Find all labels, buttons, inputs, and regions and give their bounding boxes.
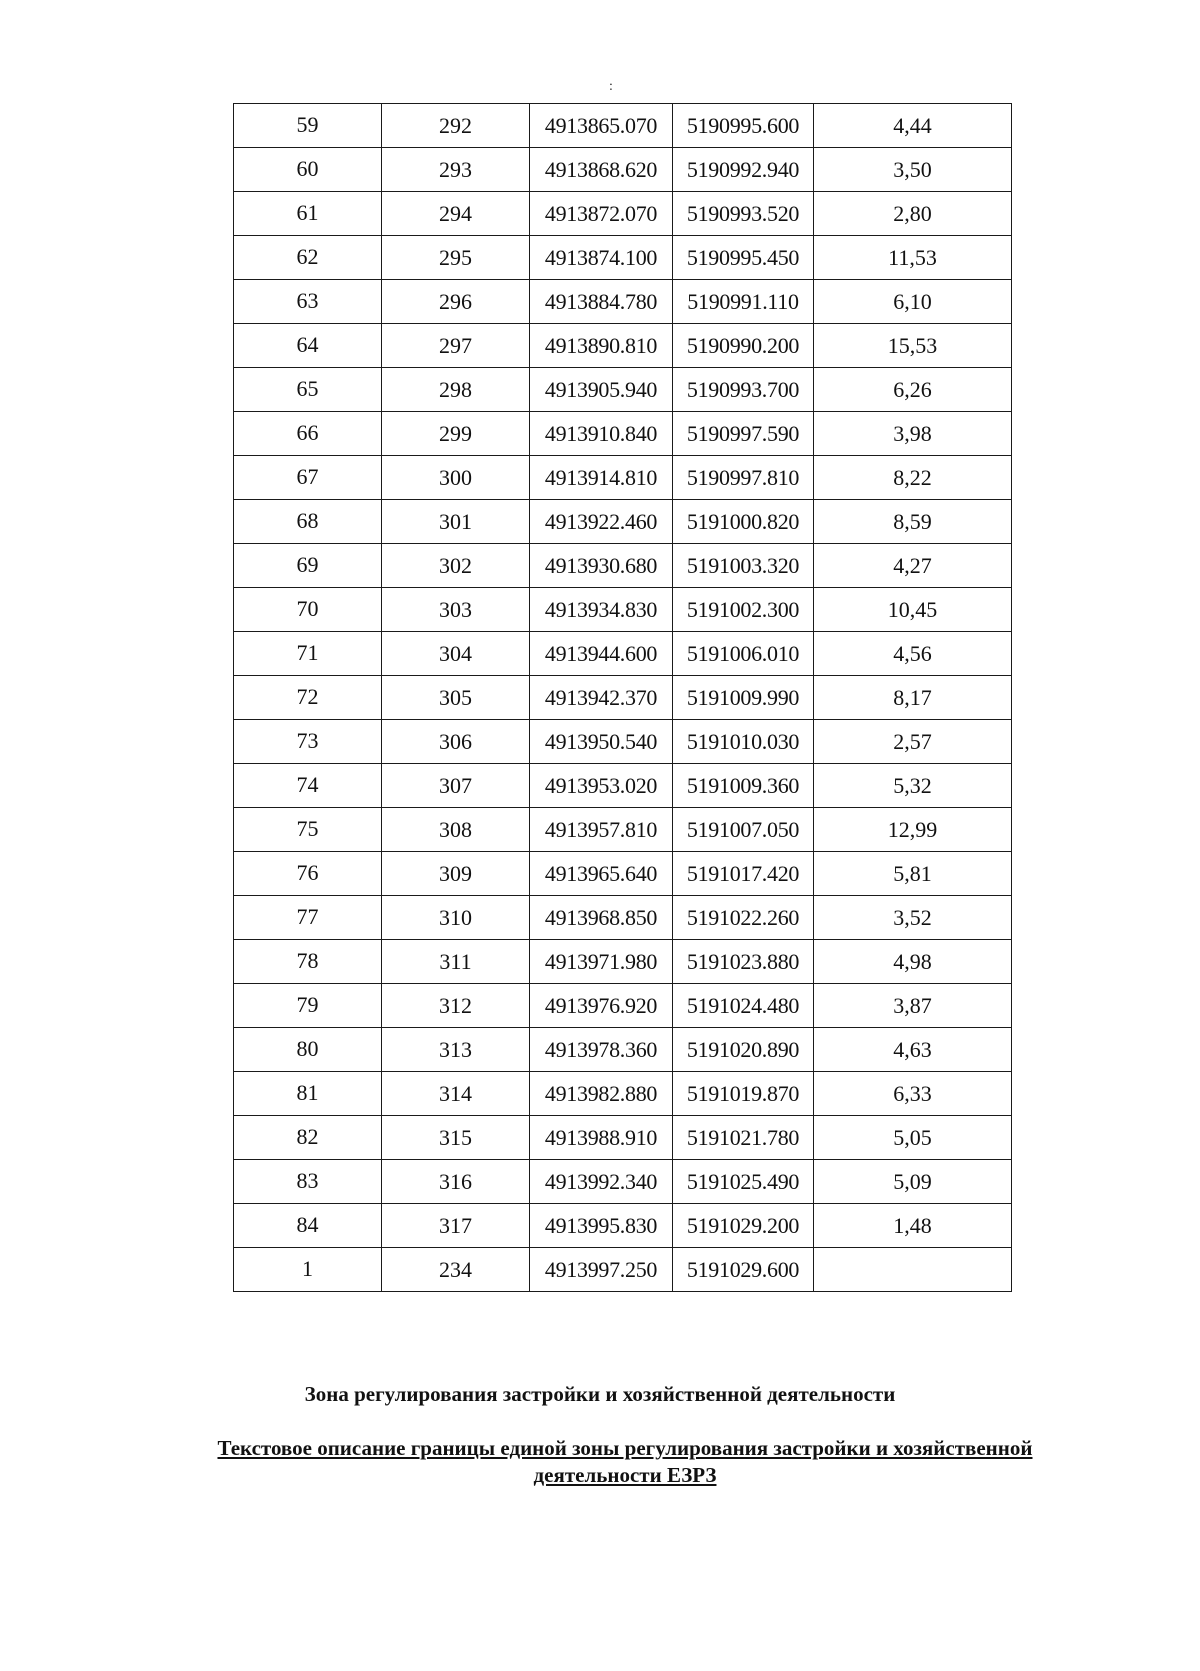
cell-y-coordinate: 5191029.600 [673, 1248, 814, 1292]
table-row [234, 324, 1012, 368]
cell-distance: 15,53 [814, 324, 1012, 368]
cell-distance: 8,59 [814, 500, 1012, 544]
cell-x-coordinate: 4913865.070 [530, 104, 673, 148]
table-row [234, 1204, 1012, 1248]
cell-distance: 11,53 [814, 236, 1012, 280]
cell-point-number: 293 [382, 148, 530, 192]
cell-point-number: 312 [382, 984, 530, 1028]
cell-distance: 8,17 [814, 676, 1012, 720]
cell-x-coordinate: 4913874.100 [530, 236, 673, 280]
table-row [234, 588, 1012, 632]
cell-y-coordinate: 5190997.810 [673, 456, 814, 500]
cell-x-coordinate: 4913957.810 [530, 808, 673, 852]
cell-point-number: 307 [382, 764, 530, 808]
table-row [234, 148, 1012, 192]
cell-distance: 8,22 [814, 456, 1012, 500]
description-title: Текстовое описание границы единой зоны регулирования застройки и хозяйственной деятельности ЕЗРЗ [217, 1436, 1033, 1487]
cell-row-number: 77 [234, 896, 382, 940]
cell-distance: 4,27 [814, 544, 1012, 588]
cell-distance: 5,05 [814, 1116, 1012, 1160]
cell-y-coordinate: 5191009.990 [673, 676, 814, 720]
cell-y-coordinate: 5191025.490 [673, 1160, 814, 1204]
cell-distance: 12,99 [814, 808, 1012, 852]
cell-x-coordinate: 4913890.810 [530, 324, 673, 368]
page-mark: : [609, 79, 613, 94]
cell-row-number: 82 [234, 1116, 382, 1160]
cell-x-coordinate: 4913950.540 [530, 720, 673, 764]
cell-x-coordinate: 4913868.620 [530, 148, 673, 192]
cell-row-number: 1 [234, 1248, 382, 1292]
cell-point-number: 298 [382, 368, 530, 412]
cell-x-coordinate: 4913884.780 [530, 280, 673, 324]
cell-row-number: 70 [234, 588, 382, 632]
cell-x-coordinate: 4913976.920 [530, 984, 673, 1028]
cell-y-coordinate: 5191023.880 [673, 940, 814, 984]
cell-row-number: 71 [234, 632, 382, 676]
cell-x-coordinate: 4913910.840 [530, 412, 673, 456]
cell-row-number: 73 [234, 720, 382, 764]
cell-row-number: 69 [234, 544, 382, 588]
cell-distance: 4,56 [814, 632, 1012, 676]
cell-x-coordinate: 4913934.830 [530, 588, 673, 632]
cell-x-coordinate: 4913872.070 [530, 192, 673, 236]
cell-point-number: 302 [382, 544, 530, 588]
table-row [234, 1160, 1012, 1204]
cell-x-coordinate: 4913982.880 [530, 1072, 673, 1116]
cell-point-number: 292 [382, 104, 530, 148]
cell-distance: 3,87 [814, 984, 1012, 1028]
cell-point-number: 317 [382, 1204, 530, 1248]
cell-point-number: 304 [382, 632, 530, 676]
cell-y-coordinate: 5190992.940 [673, 148, 814, 192]
cell-distance: 5,81 [814, 852, 1012, 896]
table-row [234, 720, 1012, 764]
cell-y-coordinate: 5191010.030 [673, 720, 814, 764]
table-row [234, 1072, 1012, 1116]
cell-row-number: 72 [234, 676, 382, 720]
cell-x-coordinate: 4913988.910 [530, 1116, 673, 1160]
cell-row-number: 83 [234, 1160, 382, 1204]
table-row [234, 1028, 1012, 1072]
table-row [234, 412, 1012, 456]
cell-point-number: 308 [382, 808, 530, 852]
cell-row-number: 76 [234, 852, 382, 896]
cell-row-number: 79 [234, 984, 382, 1028]
cell-row-number: 80 [234, 1028, 382, 1072]
cell-y-coordinate: 5191000.820 [673, 500, 814, 544]
table-row [234, 764, 1012, 808]
cell-distance: 4,44 [814, 104, 1012, 148]
cell-y-coordinate: 5191007.050 [673, 808, 814, 852]
cell-y-coordinate: 5190995.450 [673, 236, 814, 280]
cell-point-number: 315 [382, 1116, 530, 1160]
cell-x-coordinate: 4913995.830 [530, 1204, 673, 1248]
table-row [234, 808, 1012, 852]
table-row [234, 192, 1012, 236]
cell-distance [814, 1248, 1012, 1292]
cell-distance: 2,80 [814, 192, 1012, 236]
cell-x-coordinate: 4913905.940 [530, 368, 673, 412]
table-row [234, 544, 1012, 588]
cell-x-coordinate: 4913965.640 [530, 852, 673, 896]
cell-y-coordinate: 5190995.600 [673, 104, 814, 148]
cell-x-coordinate: 4913968.850 [530, 896, 673, 940]
cell-x-coordinate: 4913997.250 [530, 1248, 673, 1292]
cell-point-number: 310 [382, 896, 530, 940]
cell-point-number: 296 [382, 280, 530, 324]
table-row [234, 1248, 1012, 1292]
cell-point-number: 306 [382, 720, 530, 764]
cell-x-coordinate: 4913914.810 [530, 456, 673, 500]
cell-y-coordinate: 5190997.590 [673, 412, 814, 456]
cell-point-number: 301 [382, 500, 530, 544]
cell-y-coordinate: 5191020.890 [673, 1028, 814, 1072]
cell-row-number: 78 [234, 940, 382, 984]
table-row [234, 984, 1012, 1028]
table-row [234, 500, 1012, 544]
cell-x-coordinate: 4913978.360 [530, 1028, 673, 1072]
cell-point-number: 305 [382, 676, 530, 720]
cell-distance: 6,10 [814, 280, 1012, 324]
table-row [234, 852, 1012, 896]
cell-point-number: 294 [382, 192, 530, 236]
cell-row-number: 59 [234, 104, 382, 148]
cell-point-number: 300 [382, 456, 530, 500]
cell-x-coordinate: 4913930.680 [530, 544, 673, 588]
cell-distance: 6,26 [814, 368, 1012, 412]
cell-y-coordinate: 5191024.480 [673, 984, 814, 1028]
cell-row-number: 62 [234, 236, 382, 280]
cell-row-number: 68 [234, 500, 382, 544]
cell-distance: 5,32 [814, 764, 1012, 808]
cell-row-number: 61 [234, 192, 382, 236]
cell-row-number: 63 [234, 280, 382, 324]
table-row [234, 940, 1012, 984]
cell-distance: 4,63 [814, 1028, 1012, 1072]
cell-y-coordinate: 5191021.780 [673, 1116, 814, 1160]
cell-x-coordinate: 4913953.020 [530, 764, 673, 808]
cell-y-coordinate: 5191006.010 [673, 632, 814, 676]
cell-x-coordinate: 4913971.980 [530, 940, 673, 984]
table-row [234, 456, 1012, 500]
cell-y-coordinate: 5190990.200 [673, 324, 814, 368]
cell-distance: 3,98 [814, 412, 1012, 456]
coordinates-table [233, 103, 1012, 1292]
table-row [234, 1116, 1012, 1160]
cell-distance: 3,52 [814, 896, 1012, 940]
cell-point-number: 297 [382, 324, 530, 368]
cell-y-coordinate: 5190993.700 [673, 368, 814, 412]
cell-y-coordinate: 5191029.200 [673, 1204, 814, 1248]
cell-point-number: 313 [382, 1028, 530, 1072]
cell-row-number: 64 [234, 324, 382, 368]
cell-y-coordinate: 5191017.420 [673, 852, 814, 896]
cell-y-coordinate: 5191002.300 [673, 588, 814, 632]
table-row [234, 632, 1012, 676]
table-row [234, 104, 1012, 148]
zone-title: Зона регулирования застройки и хозяйственной деятельности [304, 1382, 896, 1406]
table-row [234, 280, 1012, 324]
table-row [234, 676, 1012, 720]
cell-x-coordinate: 4913942.370 [530, 676, 673, 720]
cell-row-number: 74 [234, 764, 382, 808]
cell-distance: 4,98 [814, 940, 1012, 984]
cell-distance: 3,50 [814, 148, 1012, 192]
cell-y-coordinate: 5191009.360 [673, 764, 814, 808]
cell-row-number: 75 [234, 808, 382, 852]
table-row [234, 896, 1012, 940]
table-row [234, 368, 1012, 412]
cell-row-number: 66 [234, 412, 382, 456]
cell-x-coordinate: 4913992.340 [530, 1160, 673, 1204]
cell-point-number: 303 [382, 588, 530, 632]
cell-y-coordinate: 5191003.320 [673, 544, 814, 588]
cell-x-coordinate: 4913922.460 [530, 500, 673, 544]
cell-point-number: 234 [382, 1248, 530, 1292]
cell-y-coordinate: 5191022.260 [673, 896, 814, 940]
cell-y-coordinate: 5191019.870 [673, 1072, 814, 1116]
cell-point-number: 316 [382, 1160, 530, 1204]
cell-x-coordinate: 4913944.600 [530, 632, 673, 676]
cell-row-number: 65 [234, 368, 382, 412]
cell-point-number: 295 [382, 236, 530, 280]
cell-distance: 6,33 [814, 1072, 1012, 1116]
cell-point-number: 311 [382, 940, 530, 984]
cell-distance: 2,57 [814, 720, 1012, 764]
cell-row-number: 84 [234, 1204, 382, 1248]
cell-row-number: 60 [234, 148, 382, 192]
cell-distance: 5,09 [814, 1160, 1012, 1204]
cell-distance: 10,45 [814, 588, 1012, 632]
cell-point-number: 299 [382, 412, 530, 456]
cell-y-coordinate: 5190993.520 [673, 192, 814, 236]
cell-distance: 1,48 [814, 1204, 1012, 1248]
cell-y-coordinate: 5190991.110 [673, 280, 814, 324]
coordinates-table-body [234, 104, 1012, 1292]
cell-row-number: 81 [234, 1072, 382, 1116]
cell-point-number: 314 [382, 1072, 530, 1116]
cell-row-number: 67 [234, 456, 382, 500]
table-row [234, 236, 1012, 280]
cell-point-number: 309 [382, 852, 530, 896]
